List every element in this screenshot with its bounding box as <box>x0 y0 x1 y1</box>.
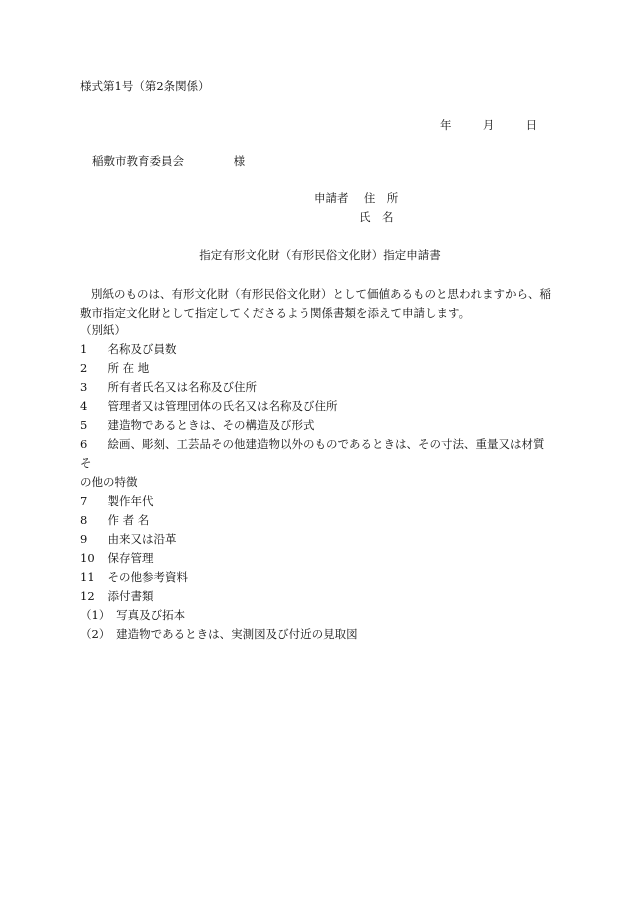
sub-item-number: （2） <box>80 627 105 641</box>
applicant-address-row <box>314 191 398 205</box>
list-item <box>80 511 555 530</box>
document-title: 指定有形文化財（有形民俗文化財）指定申請書 <box>199 248 441 262</box>
body-paragraph: 別紙のものは、有形文化財（有形民俗文化財）として価値あるものと思われますから、稲敷市指定文化財として指定してくださるよう関係書類を添えて申請します。 <box>80 287 551 320</box>
list-item <box>80 416 555 435</box>
list-item <box>80 397 555 416</box>
list-item-number: 7 <box>80 494 88 508</box>
list-item-number: 8 <box>80 513 88 527</box>
list-item <box>80 435 555 473</box>
list-item-number: 9 <box>80 532 88 546</box>
sub-item-number: （1） <box>80 608 105 622</box>
list-item-text: 製作年代 <box>107 494 154 508</box>
sub-item-text: 写真及び拓本 <box>116 608 186 622</box>
list-item-number: 10 <box>80 551 95 565</box>
list-item-text: 管理者又は管理団体の氏名又は名称及び住所 <box>107 399 338 413</box>
applicant-address-label: 住 所 <box>363 191 399 205</box>
list-item <box>80 378 555 397</box>
list-item-text: その他参考資料 <box>107 570 188 584</box>
list-item-number: 4 <box>80 399 88 413</box>
date-month: 月 <box>482 118 495 132</box>
list-item-number: 11 <box>80 570 95 584</box>
list-item <box>80 568 555 587</box>
list-item <box>80 359 555 378</box>
list-item-continuation: の他の特徴 <box>80 475 138 489</box>
list-item-text: 添付書類 <box>107 589 154 603</box>
date-year: 年 <box>440 118 452 132</box>
list-item-number: 2 <box>80 361 88 375</box>
date-day: 日 <box>525 118 538 132</box>
list-item-number: 6 <box>80 437 88 451</box>
list-item-text: 作 者 名 <box>107 513 150 527</box>
list-item <box>80 340 555 359</box>
applicant-name-row <box>359 210 394 224</box>
sub-list-item <box>80 625 555 644</box>
list-item-number: 12 <box>80 589 95 603</box>
addressee <box>92 154 245 168</box>
attachment-label: （別紙） <box>80 323 126 337</box>
list-item-text: 所有者氏名又は名称及び住所 <box>107 380 257 394</box>
sub-item-text: 建造物であるときは、実測図及び付近の見取図 <box>116 627 358 641</box>
list-item-text: 絵画、彫刻、工芸品その他建造物以外のものであるときは、その寸法、重量又は材質そ <box>80 437 545 470</box>
list-item-number: 3 <box>80 380 88 394</box>
list-item-text: 建造物であるときは、その構造及び形式 <box>107 418 315 432</box>
list-item <box>80 530 555 549</box>
form-number: 様式第1号（第2条関係） <box>80 79 210 93</box>
applicant-label: 申請者 <box>314 191 349 205</box>
applicant-name-label: 氏 名 <box>359 210 394 224</box>
date-line <box>440 118 537 132</box>
list-item-text: 所 在 地 <box>107 361 150 375</box>
sub-list-item <box>80 606 555 625</box>
addressee-name: 稲敷市教育委員会 <box>92 154 184 168</box>
list-item-number: 5 <box>80 418 88 432</box>
addressee-honorific: 様 <box>233 154 246 168</box>
list-item-text: 由来又は沿革 <box>107 532 177 546</box>
item-list <box>80 321 555 644</box>
list-item <box>80 549 555 568</box>
list-item <box>80 492 555 511</box>
list-item-text: 名称及び員数 <box>107 342 177 356</box>
list-item-number: 1 <box>80 342 88 356</box>
list-item <box>80 587 555 606</box>
list-item-text: 保存管理 <box>107 551 154 565</box>
